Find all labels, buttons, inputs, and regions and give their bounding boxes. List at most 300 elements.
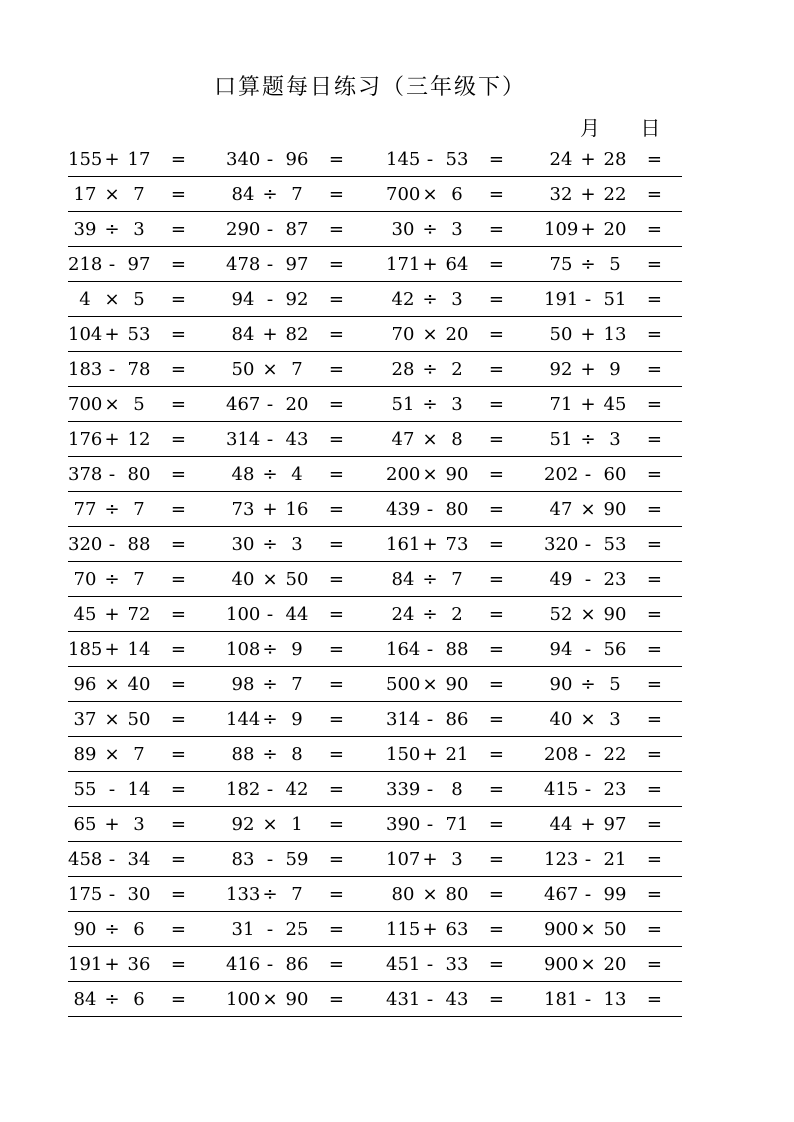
operator: - xyxy=(266,149,274,170)
problem-cell xyxy=(544,247,662,281)
operand-a: 175 xyxy=(68,884,103,905)
problem-cell xyxy=(68,667,186,701)
problem-cell xyxy=(544,912,662,946)
operand-b: 6 xyxy=(133,989,145,1010)
operand-b: 13 xyxy=(603,989,627,1010)
operator: ÷ xyxy=(422,289,438,310)
problem-cell xyxy=(386,632,504,666)
operator: - xyxy=(108,849,116,870)
operator: - xyxy=(266,219,274,240)
equals-sign: = xyxy=(170,744,186,765)
problem-cell xyxy=(386,177,504,211)
operator: - xyxy=(584,849,592,870)
operand-b: 7 xyxy=(133,744,145,765)
operand-b: 33 xyxy=(445,954,469,975)
operand-a: 218 xyxy=(68,254,103,275)
operand-a: 84 xyxy=(231,184,255,205)
equals-sign: = xyxy=(488,814,504,835)
operand-a: 70 xyxy=(391,324,415,345)
equals-sign: = xyxy=(328,289,344,310)
equals-sign: = xyxy=(646,639,662,660)
operator: ÷ xyxy=(104,569,120,590)
problem-cell xyxy=(68,317,186,351)
operator: - xyxy=(426,149,434,170)
equals-sign: = xyxy=(170,814,186,835)
operand-a: 478 xyxy=(226,254,261,275)
equals-sign: = xyxy=(646,954,662,975)
problem-cell xyxy=(544,562,662,596)
equals-sign: = xyxy=(646,814,662,835)
operand-a: 44 xyxy=(549,814,573,835)
problem-cell xyxy=(544,737,662,771)
operand-b: 1 xyxy=(291,814,303,835)
problem-cell xyxy=(68,947,186,981)
equals-sign: = xyxy=(328,744,344,765)
problem-row xyxy=(68,562,682,597)
operand-b: 3 xyxy=(451,219,463,240)
operand-a: 52 xyxy=(549,604,573,625)
operand-b: 3 xyxy=(451,394,463,415)
problem-cell xyxy=(544,772,662,806)
operand-a: 416 xyxy=(226,954,261,975)
equals-sign: = xyxy=(646,989,662,1010)
operator: + xyxy=(262,324,278,345)
operand-a: 378 xyxy=(68,464,103,485)
operand-b: 86 xyxy=(445,709,469,730)
equals-sign: = xyxy=(328,359,344,380)
operand-b: 3 xyxy=(609,709,621,730)
operator: × xyxy=(104,184,120,205)
operator: - xyxy=(584,989,592,1010)
operand-b: 99 xyxy=(603,884,627,905)
problem-cell xyxy=(544,492,662,526)
problem-cell xyxy=(226,142,344,176)
operator: - xyxy=(266,779,274,800)
operand-a: 89 xyxy=(73,744,97,765)
problem-cell xyxy=(68,562,186,596)
equals-sign: = xyxy=(328,219,344,240)
operand-a: 94 xyxy=(231,289,255,310)
problem-cell xyxy=(68,807,186,841)
equals-sign: = xyxy=(328,709,344,730)
problem-cell xyxy=(386,457,504,491)
operand-a: 182 xyxy=(226,779,261,800)
equals-sign: = xyxy=(328,534,344,555)
problem-row xyxy=(68,772,682,807)
problem-cell xyxy=(386,212,504,246)
operator: ÷ xyxy=(262,534,278,555)
operand-b: 3 xyxy=(451,289,463,310)
problem-cell xyxy=(68,982,186,1016)
operand-b: 50 xyxy=(603,919,627,940)
problem-cell xyxy=(68,492,186,526)
equals-sign: = xyxy=(170,499,186,520)
operand-a: 700 xyxy=(386,184,421,205)
operand-b: 5 xyxy=(609,254,621,275)
problem-cell xyxy=(544,387,662,421)
operand-a: 176 xyxy=(68,429,103,450)
operand-a: 161 xyxy=(386,534,421,555)
operand-b: 7 xyxy=(133,184,145,205)
problem-cell xyxy=(544,142,662,176)
operand-b: 20 xyxy=(285,394,309,415)
operand-a: 314 xyxy=(226,429,261,450)
problem-cell xyxy=(226,702,344,736)
operand-a: 339 xyxy=(386,779,421,800)
operand-a: 39 xyxy=(73,219,97,240)
equals-sign: = xyxy=(488,674,504,695)
operand-a: 467 xyxy=(544,884,579,905)
operand-b: 3 xyxy=(133,219,145,240)
equals-sign: = xyxy=(170,324,186,345)
operator: + xyxy=(422,254,438,275)
operand-a: 24 xyxy=(391,604,415,625)
operand-a: 48 xyxy=(231,464,255,485)
operator: - xyxy=(266,919,274,940)
operand-a: 92 xyxy=(549,359,573,380)
problem-cell xyxy=(226,772,344,806)
operand-b: 87 xyxy=(285,219,309,240)
operator: + xyxy=(104,149,120,170)
operand-a: 55 xyxy=(73,779,97,800)
operand-b: 22 xyxy=(603,184,627,205)
equals-sign: = xyxy=(328,884,344,905)
operand-a: 164 xyxy=(386,639,421,660)
equals-sign: = xyxy=(488,149,504,170)
problem-cell xyxy=(544,842,662,876)
problem-cell xyxy=(386,877,504,911)
equals-sign: = xyxy=(646,674,662,695)
operand-a: 90 xyxy=(73,919,97,940)
operand-b: 5 xyxy=(133,394,145,415)
equals-sign: = xyxy=(488,884,504,905)
operand-b: 3 xyxy=(133,814,145,835)
equals-sign: = xyxy=(488,849,504,870)
operator: × xyxy=(422,324,438,345)
problem-cell xyxy=(386,247,504,281)
operand-b: 23 xyxy=(603,569,627,590)
equals-sign: = xyxy=(488,569,504,590)
problem-row xyxy=(68,422,682,457)
operand-a: 32 xyxy=(549,184,573,205)
problem-row xyxy=(68,527,682,562)
operand-a: 123 xyxy=(544,849,579,870)
operator: + xyxy=(422,919,438,940)
problem-cell xyxy=(544,807,662,841)
operator: × xyxy=(104,709,120,730)
operand-a: 900 xyxy=(544,919,579,940)
operand-b: 17 xyxy=(127,149,151,170)
operand-b: 9 xyxy=(291,639,303,660)
page-title: 口算题每日练习（三年级下） xyxy=(213,75,526,100)
operand-a: 30 xyxy=(391,219,415,240)
equals-sign: = xyxy=(488,254,504,275)
operand-b: 51 xyxy=(603,289,627,310)
month-label: 月 xyxy=(580,116,600,140)
equals-sign: = xyxy=(646,324,662,345)
operand-b: 7 xyxy=(291,184,303,205)
problem-cell xyxy=(386,737,504,771)
problem-cell xyxy=(68,422,186,456)
operand-a: 439 xyxy=(386,499,421,520)
operand-a: 185 xyxy=(68,639,103,660)
operand-a: 71 xyxy=(549,394,573,415)
operator: × xyxy=(262,814,278,835)
operator: ÷ xyxy=(104,989,120,1010)
equals-sign: = xyxy=(646,254,662,275)
operand-b: 88 xyxy=(445,639,469,660)
problem-row xyxy=(68,177,682,212)
operator: + xyxy=(422,849,438,870)
operand-a: 45 xyxy=(73,604,97,625)
operand-a: 155 xyxy=(68,149,103,170)
operator: - xyxy=(266,604,274,625)
operand-a: 208 xyxy=(544,744,579,765)
operand-a: 24 xyxy=(549,149,573,170)
problem-cell xyxy=(68,772,186,806)
operand-b: 7 xyxy=(291,359,303,380)
operator: - xyxy=(584,884,592,905)
equals-sign: = xyxy=(488,499,504,520)
operand-a: 415 xyxy=(544,779,579,800)
problem-cell xyxy=(226,877,344,911)
equals-sign: = xyxy=(170,639,186,660)
operand-a: 88 xyxy=(231,744,255,765)
equals-sign: = xyxy=(170,534,186,555)
operator: ÷ xyxy=(580,254,596,275)
operator: + xyxy=(104,429,120,450)
operator: - xyxy=(584,289,592,310)
equals-sign: = xyxy=(646,569,662,590)
operator: × xyxy=(262,569,278,590)
equals-sign: = xyxy=(646,744,662,765)
equals-sign: = xyxy=(646,464,662,485)
operand-a: 458 xyxy=(68,849,103,870)
problem-row xyxy=(68,387,682,422)
operand-b: 45 xyxy=(603,394,627,415)
problem-row xyxy=(68,282,682,317)
operator: - xyxy=(266,954,274,975)
operator: × xyxy=(104,674,120,695)
operand-b: 50 xyxy=(127,709,151,730)
equals-sign: = xyxy=(170,604,186,625)
problem-cell xyxy=(386,772,504,806)
operator: - xyxy=(584,464,592,485)
operator: × xyxy=(580,709,596,730)
equals-sign: = xyxy=(328,184,344,205)
problem-cell xyxy=(68,877,186,911)
operator: + xyxy=(580,184,596,205)
operand-a: 144 xyxy=(226,709,261,730)
operand-b: 42 xyxy=(285,779,309,800)
operator: × xyxy=(104,289,120,310)
problem-cell xyxy=(226,282,344,316)
problem-cell xyxy=(68,632,186,666)
problem-cell xyxy=(68,212,186,246)
equals-sign: = xyxy=(328,464,344,485)
operand-b: 90 xyxy=(445,674,469,695)
operand-a: 100 xyxy=(226,989,261,1010)
operand-b: 4 xyxy=(291,464,303,485)
operand-b: 7 xyxy=(291,674,303,695)
problem-cell xyxy=(386,597,504,631)
operator: + xyxy=(104,604,120,625)
operator: × xyxy=(580,954,596,975)
problem-row xyxy=(68,982,682,1017)
operand-b: 44 xyxy=(285,604,309,625)
operand-a: 320 xyxy=(544,534,579,555)
operator: ÷ xyxy=(262,464,278,485)
operand-b: 40 xyxy=(127,674,151,695)
operand-a: 47 xyxy=(391,429,415,450)
problem-cell xyxy=(68,457,186,491)
equals-sign: = xyxy=(488,359,504,380)
operand-a: 70 xyxy=(73,569,97,590)
equals-sign: = xyxy=(488,954,504,975)
equals-sign: = xyxy=(488,429,504,450)
equals-sign: = xyxy=(646,289,662,310)
operator: - xyxy=(266,429,274,450)
operand-b: 60 xyxy=(603,464,627,485)
operand-a: 84 xyxy=(391,569,415,590)
equals-sign: = xyxy=(488,184,504,205)
operand-a: 31 xyxy=(231,919,255,940)
operator: ÷ xyxy=(262,884,278,905)
equals-sign: = xyxy=(328,639,344,660)
problem-cell xyxy=(68,737,186,771)
problem-cell xyxy=(386,912,504,946)
operand-a: 171 xyxy=(386,254,421,275)
operand-a: 73 xyxy=(231,499,255,520)
problem-cell xyxy=(544,317,662,351)
equals-sign: = xyxy=(488,394,504,415)
operator: + xyxy=(580,359,596,380)
equals-sign: = xyxy=(170,569,186,590)
problem-cell xyxy=(544,877,662,911)
equals-sign: = xyxy=(646,779,662,800)
problem-cell xyxy=(226,527,344,561)
operator: ÷ xyxy=(422,569,438,590)
equals-sign: = xyxy=(488,219,504,240)
operand-a: 98 xyxy=(231,674,255,695)
operand-b: 22 xyxy=(603,744,627,765)
operator: × xyxy=(580,499,596,520)
operator: - xyxy=(426,709,434,730)
operand-a: 47 xyxy=(549,499,573,520)
operator: - xyxy=(108,534,116,555)
operand-b: 86 xyxy=(285,954,309,975)
operand-a: 37 xyxy=(73,709,97,730)
operand-b: 50 xyxy=(285,569,309,590)
operand-b: 2 xyxy=(451,604,463,625)
equals-sign: = xyxy=(328,849,344,870)
equals-sign: = xyxy=(646,919,662,940)
operand-b: 80 xyxy=(127,464,151,485)
operand-b: 6 xyxy=(133,919,145,940)
operand-b: 90 xyxy=(285,989,309,1010)
problem-row xyxy=(68,632,682,667)
problem-cell xyxy=(386,947,504,981)
operand-b: 53 xyxy=(127,324,151,345)
operator: + xyxy=(580,324,596,345)
operand-b: 6 xyxy=(451,184,463,205)
operand-b: 7 xyxy=(451,569,463,590)
operator: + xyxy=(104,639,120,660)
equals-sign: = xyxy=(170,289,186,310)
operand-a: 107 xyxy=(386,849,421,870)
problem-cell xyxy=(386,842,504,876)
operand-b: 21 xyxy=(445,744,469,765)
problem-cell xyxy=(226,562,344,596)
operator: + xyxy=(422,534,438,555)
problem-cell xyxy=(68,527,186,561)
operator: - xyxy=(266,289,274,310)
problem-cell xyxy=(226,387,344,421)
operand-a: 181 xyxy=(544,989,579,1010)
equals-sign: = xyxy=(488,289,504,310)
problem-cell xyxy=(226,842,344,876)
operator: - xyxy=(426,954,434,975)
problem-row xyxy=(68,457,682,492)
problem-row xyxy=(68,842,682,877)
operand-a: 191 xyxy=(544,289,579,310)
problem-cell xyxy=(544,667,662,701)
equals-sign: = xyxy=(328,429,344,450)
operand-a: 96 xyxy=(73,674,97,695)
operator: × xyxy=(422,184,438,205)
operand-b: 3 xyxy=(609,429,621,450)
problem-row xyxy=(68,142,682,177)
operator: ÷ xyxy=(104,499,120,520)
operand-b: 12 xyxy=(127,429,151,450)
problem-cell xyxy=(226,457,344,491)
problem-row xyxy=(68,247,682,282)
equals-sign: = xyxy=(646,849,662,870)
problem-cell xyxy=(544,982,662,1016)
problem-cell xyxy=(544,352,662,386)
operator: ÷ xyxy=(422,359,438,380)
problem-row xyxy=(68,877,682,912)
operand-a: 50 xyxy=(231,359,255,380)
operand-a: 83 xyxy=(231,849,255,870)
operator: - xyxy=(108,254,116,275)
operand-a: 51 xyxy=(549,429,573,450)
operand-a: 200 xyxy=(386,464,421,485)
problem-cell xyxy=(386,317,504,351)
problem-row xyxy=(68,212,682,247)
operand-b: 8 xyxy=(451,779,463,800)
equals-sign: = xyxy=(488,604,504,625)
operator: + xyxy=(580,149,596,170)
operand-a: 145 xyxy=(386,149,421,170)
operator: - xyxy=(266,254,274,275)
equals-sign: = xyxy=(170,954,186,975)
problem-cell xyxy=(226,807,344,841)
operator: × xyxy=(422,674,438,695)
equals-sign: = xyxy=(328,324,344,345)
equals-sign: = xyxy=(646,429,662,450)
operand-b: 90 xyxy=(603,499,627,520)
problem-row xyxy=(68,947,682,982)
equals-sign: = xyxy=(488,989,504,1010)
problem-cell xyxy=(544,177,662,211)
operator: × xyxy=(104,744,120,765)
operand-a: 451 xyxy=(386,954,421,975)
operator: × xyxy=(422,884,438,905)
operator: - xyxy=(426,989,434,1010)
problem-cell xyxy=(386,387,504,421)
equals-sign: = xyxy=(328,989,344,1010)
